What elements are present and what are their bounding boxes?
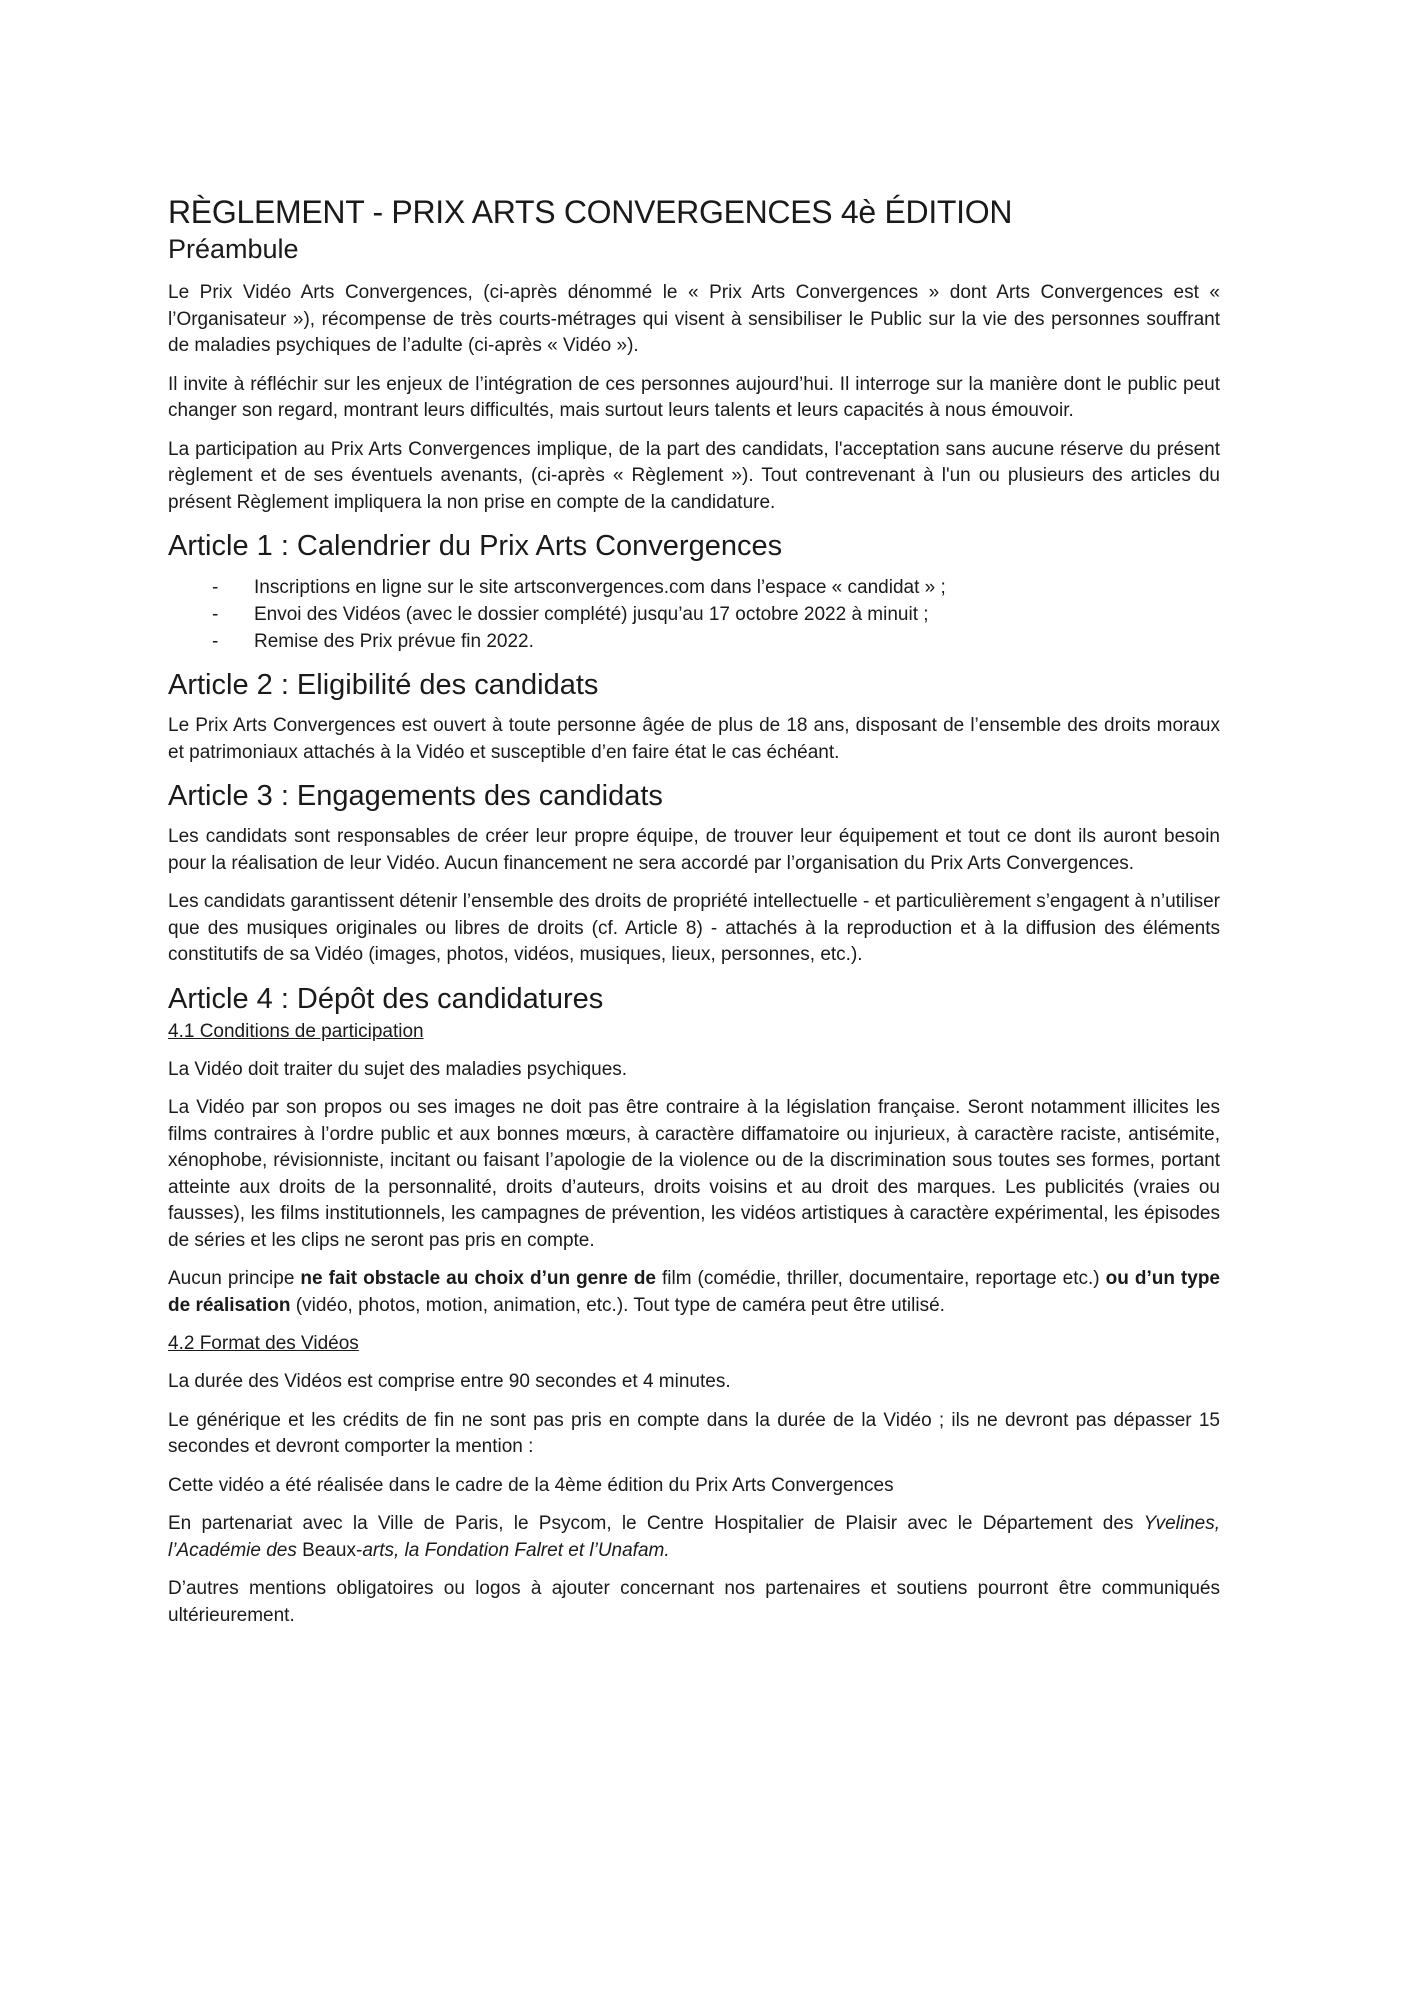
list-item bbox=[168, 601, 1220, 628]
partners-mention bbox=[168, 1511, 1220, 1564]
article-1-section bbox=[168, 528, 1220, 655]
preamble-paragraph: Le Prix Vidéo Arts Convergences, (ci-après dénommé le « Prix Arts Convergences » dont Arts Convergences est « l’Organisateur »), récompense de très courts-métrages qui visent à sensibiliser le Public sur la vie des personnes souffrant de maladies psychiques de l’adulte (ci-après « Vidéo »). bbox=[168, 282, 1220, 356]
dash-bullet-icon: - bbox=[212, 631, 219, 652]
text-run: Aucun principe bbox=[168, 1268, 301, 1289]
dash-bullet-icon: - bbox=[212, 604, 219, 625]
article-3-heading: Article 3 : Engagements des candidats bbox=[168, 780, 663, 812]
bold-text-run: ou d’un type de réalisation bbox=[168, 1268, 1221, 1316]
list-item-text: Envoi des Vidéos (avec le dossier complété) jusqu’au 17 octobre 2022 à minuit ; bbox=[254, 604, 929, 625]
dash-bullet-icon: - bbox=[212, 577, 219, 598]
subsection-4-1-heading: 4.1 Conditions de participation bbox=[168, 1020, 424, 1042]
italic-text-run: arts, la Fondation Falret et l’Unafam. bbox=[362, 1539, 670, 1561]
list-item-text: Inscriptions en ligne sur le site artsconvergences.com dans l’espace « candidat » ; bbox=[254, 577, 946, 598]
preamble-paragraph: La participation au Prix Arts Convergences implique, de la part des candidats, l'acceptation sans aucune réserve du présent règlement et de ses éventuels avenants, (ci-après « Règlement »). Tout contrevenant à l'un ou plusieurs des articles du présent Règlement impliquera la non prise en compte de la candidature. bbox=[168, 438, 1220, 513]
text-run: film (comédie, thriller, documentaire, reportage etc.) bbox=[656, 1268, 1106, 1289]
subsection-4-2-paragraph: D’autres mentions obligatoires ou logos à ajouter concernant nos partenaires et soutiens pourront être communiqués ultérieurement. bbox=[168, 1578, 1220, 1626]
preamble-paragraph: Il invite à réfléchir sur les enjeux de l’intégration de ces personnes aujourd’hui. Il interroge sur la manière dont le public peut changer son regard, montrant leurs difficultés, mais surtout leurs talents et leurs capacités à nous émouvoir. bbox=[168, 373, 1220, 421]
article-2-section bbox=[168, 667, 1220, 766]
article-2-paragraph: Le Prix Arts Convergences est ouvert à toute personne âgée de plus de 18 ans, disposant de l’ensemble des droits moraux et patrimoniaux attachés à la Vidéo et susceptible d’en faire état le cas échéant. bbox=[168, 715, 1220, 763]
subsection-4-1-paragraph: La Vidéo doit traiter du sujet des maladies psychiques. bbox=[168, 1058, 628, 1080]
mandatory-mention: Cette vidéo a été réalisée dans le cadre de la 4ème édition du Prix Arts Convergences bbox=[168, 1474, 894, 1496]
subsection-4-1-paragraph bbox=[168, 1266, 1220, 1319]
text-run: En partenariat avec la Ville de Paris, le Psycom, le Centre Hospitalier de Plaisir avec le Département des bbox=[168, 1513, 1144, 1534]
preamble-heading: Préambule bbox=[168, 234, 299, 264]
bold-text-run: ne fait obstacle au choix d’un genre de bbox=[300, 1268, 656, 1289]
document-page bbox=[168, 192, 1220, 1641]
subsection-4-2-paragraph: La durée des Vidéos est comprise entre 90 secondes et 4 minutes. bbox=[168, 1371, 731, 1392]
article-2-heading: Article 2 : Eligibilité des candidats bbox=[168, 669, 599, 701]
calendar-list bbox=[168, 574, 1220, 655]
article-3-section bbox=[168, 778, 1220, 969]
list-item-text: Remise des Prix prévue fin 2022. bbox=[254, 631, 534, 652]
text-run: (vidéo, photos, motion, animation, etc.). Tout type de caméra peut être utilisé. bbox=[290, 1294, 945, 1316]
article-4-heading: Article 4 : Dépôt des candidatures bbox=[168, 982, 604, 1015]
article-1-heading: Article 1 : Calendrier du Prix Arts Convergences bbox=[168, 530, 783, 562]
preamble-section bbox=[168, 232, 1220, 516]
text-run: Beaux- bbox=[302, 1539, 363, 1561]
document-title: RÈGLEMENT - PRIX ARTS CONVERGENCES 4è ÉDITION bbox=[168, 194, 1013, 230]
list-item bbox=[168, 628, 1220, 655]
article-3-paragraph: Les candidats sont responsables de créer leur propre équipe, de trouver leur équipement et tout ce dont ils auront besoin pour la réalisation de leur Vidéo. Aucun financement ne sera accordé par l’organisation du Prix Arts Convergences. bbox=[168, 826, 1220, 874]
subsection-4-2-paragraph: Le générique et les crédits de fin ne sont pas pris en compte dans la durée de la Vidéo ; ils ne devront pas dépasser 15 secondes et devront comporter la mention : bbox=[168, 1409, 1220, 1457]
subsection-4-2-heading: 4.2 Format des Vidéos bbox=[168, 1333, 359, 1354]
list-item bbox=[168, 574, 1220, 601]
article-3-paragraph: Les candidats garantissent détenir l’ensemble des droits de propriété intellectuelle - et particulièrement s’engagent à n’utiliser que des musiques originales ou libres de droits (cf. Article 8) - attachés à la reproduction et à la diffusion des éléments constitutifs de sa Vidéo (images, photos, vidéos, musiques, lieux, personnes, etc.). bbox=[168, 891, 1220, 965]
italic-text-run: Yvelines, l’Académie des bbox=[168, 1513, 1220, 1561]
article-4-section bbox=[168, 981, 1220, 1630]
subsection-4-1-paragraph: La Vidéo par son propos ou ses images ne doit pas être contraire à la législation française. Seront notamment illicites les films contraires à l’ordre public et aux bonnes mœurs, à caractère diffamatoire ou injurieux, à caractère raciste, antisémite, xénophobe, révisionniste, incitant ou faisant l’apologie de la violence ou de la discrimination sous toutes ses formes, portant atteinte aux droits de la personnalité, droits d’auteurs, droits voisins et au droit des marques. Les publicités (vraies ou fausses), les films institutionnels, les campagnes de prévention, les vidéos artistiques à caractère expérimental, les épisodes de séries et les clips ne seront pas pris en compte. bbox=[168, 1097, 1220, 1251]
